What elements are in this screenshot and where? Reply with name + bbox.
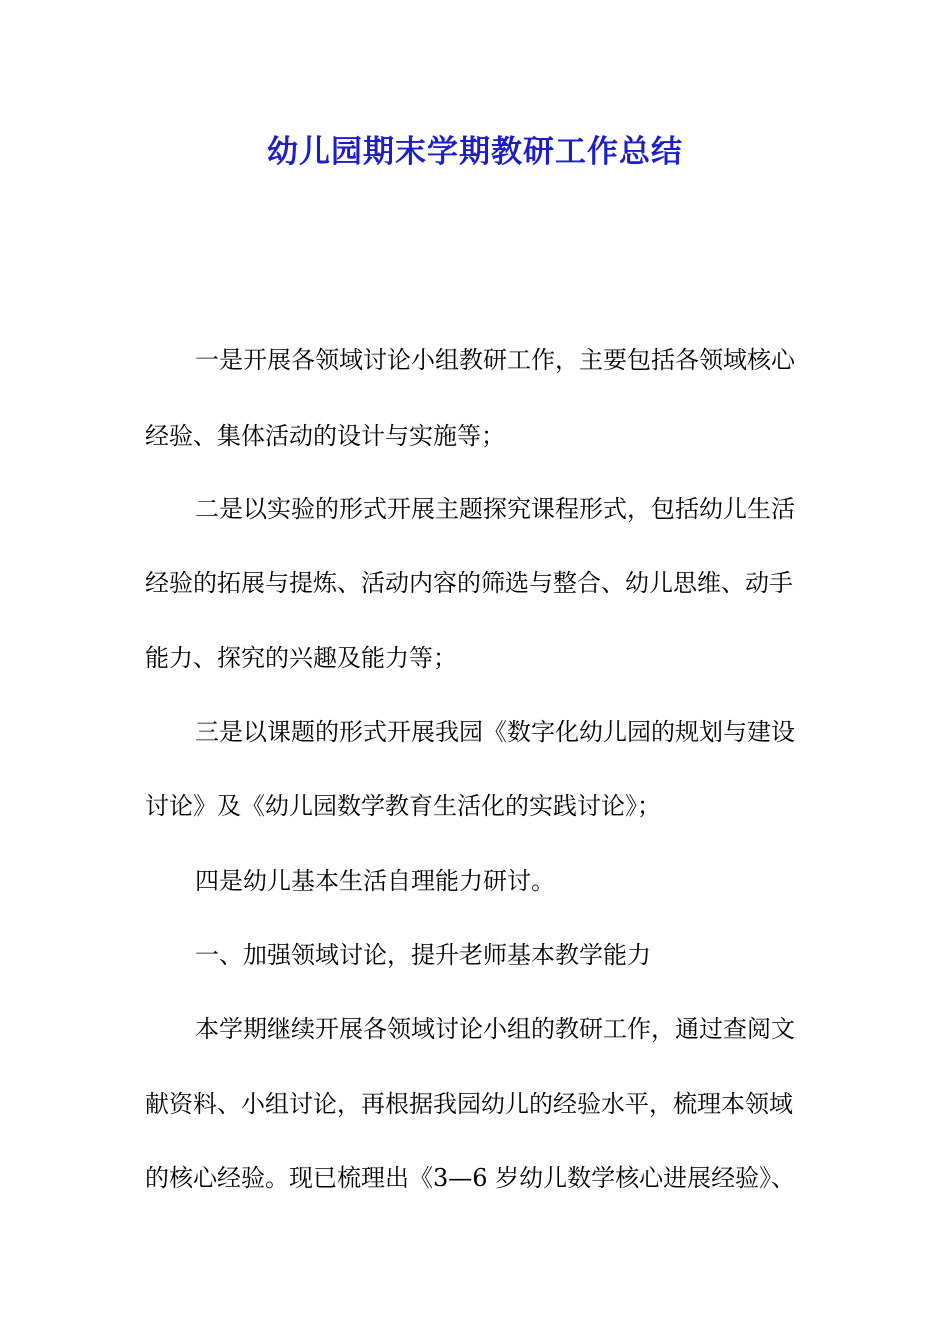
- paragraph-line: 讨论》及《幼儿园数学教育生活化的实践讨论》；: [145, 792, 661, 820]
- paragraph-line: 四是幼儿基本生活自理能力研讨。: [195, 867, 555, 895]
- paragraph-line: 一是开展各领域讨论小组教研工作，主要包括各领域核心: [195, 346, 795, 374]
- document-title: 幼儿园期末学期教研工作总结: [267, 134, 683, 170]
- paragraph-line: 本学期继续开展各领域讨论小组的教研工作，通过查阅文: [195, 1015, 795, 1043]
- paragraph-line: 献资料、小组讨论，再根据我园幼儿的经验水平，梳理本领域: [145, 1090, 793, 1118]
- paragraph-line: 的核心经验。现已梳理出《3—6 岁幼儿数学核心进展经验》、: [145, 1164, 796, 1192]
- paragraph-line: 能力、探究的兴趣及能力等；: [145, 644, 457, 672]
- section-heading: 一、加强领域讨论，提升老师基本教学能力: [195, 941, 651, 969]
- paragraph-line: 经验、集体活动的设计与实施等；: [145, 422, 505, 450]
- paragraph-line: 二是以实验的形式开展主题探究课程形式，包括幼儿生活: [195, 495, 795, 523]
- paragraph-line: 三是以课题的形式开展我园《数字化幼儿园的规划与建设: [195, 718, 795, 746]
- paragraph-line: 经验的拓展与提炼、活动内容的筛选与整合、幼儿思维、动手: [145, 569, 793, 597]
